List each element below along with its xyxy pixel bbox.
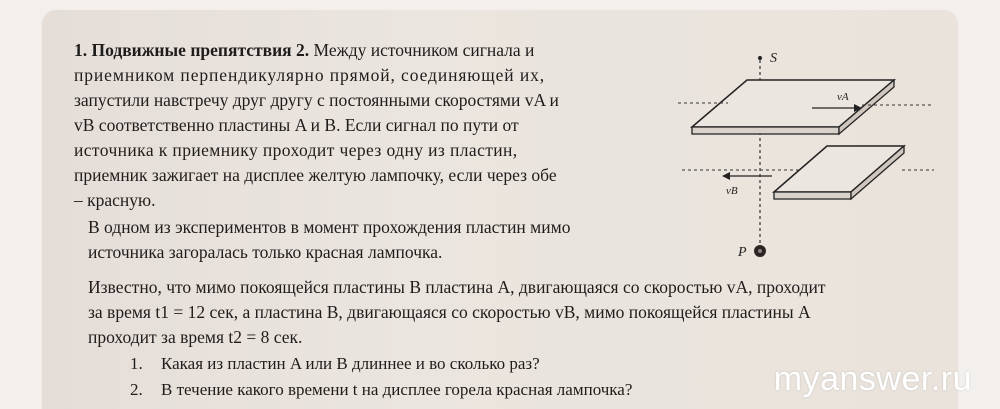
problem-title: 1. Подвижные препятствия 2. xyxy=(74,40,310,60)
label-p: P xyxy=(738,245,747,260)
label-vb: vB xyxy=(726,185,738,197)
problem-line-10: Известно, что мимо покоящейся пластины B пластина A, двигающаяся со скоростью vA, проходит xyxy=(88,277,826,297)
question-text: В течение какого времени t на дисплее горела красная лампочка? xyxy=(161,380,633,399)
question-number: 1. xyxy=(130,354,143,373)
watermark: myanswer.ru xyxy=(773,360,972,398)
label-va: vA xyxy=(837,91,849,103)
label-s: S xyxy=(770,51,777,66)
problem-line-7: – красную. xyxy=(74,190,156,210)
source-point xyxy=(758,56,762,60)
problem-line-3: запустили навстречу друг другу с постоянными скоростями vA и xyxy=(74,90,559,110)
problem-line-4: vB соответственно пластины A и B. Если сигнал по пути от xyxy=(74,115,519,135)
photo-page xyxy=(42,10,958,409)
problem-line-12: проходит за время t2 = 8 сек. xyxy=(88,327,303,347)
problem-text: Между источником сигнала и xyxy=(313,40,535,60)
plates-diagram xyxy=(42,10,958,409)
problem-line-5: источника к приемнику проходит через одну из пластин, xyxy=(74,140,518,160)
problem-line-6: приемник зажигает на дисплее желтую лампочку, если через обе xyxy=(74,165,557,185)
plate-a xyxy=(692,80,894,134)
problem-line-2: приемником перпендикулярно прямой, соединяющей их, xyxy=(74,65,546,85)
problem-line-8: В одном из экспериментов в момент прохождения пластин мимо xyxy=(88,217,571,237)
plate-b xyxy=(774,146,904,199)
question-text: Какая из пластин A или B длиннее и во сколько раз? xyxy=(161,354,540,373)
problem-line-11: за время t1 = 12 сек, а пластина B, двигающаяся со скоростью vB, мимо покоящейся пластины A xyxy=(88,302,811,322)
question-number: 2. xyxy=(130,380,143,399)
problem-line-9: источника загоралась только красная лампочка. xyxy=(88,242,443,262)
